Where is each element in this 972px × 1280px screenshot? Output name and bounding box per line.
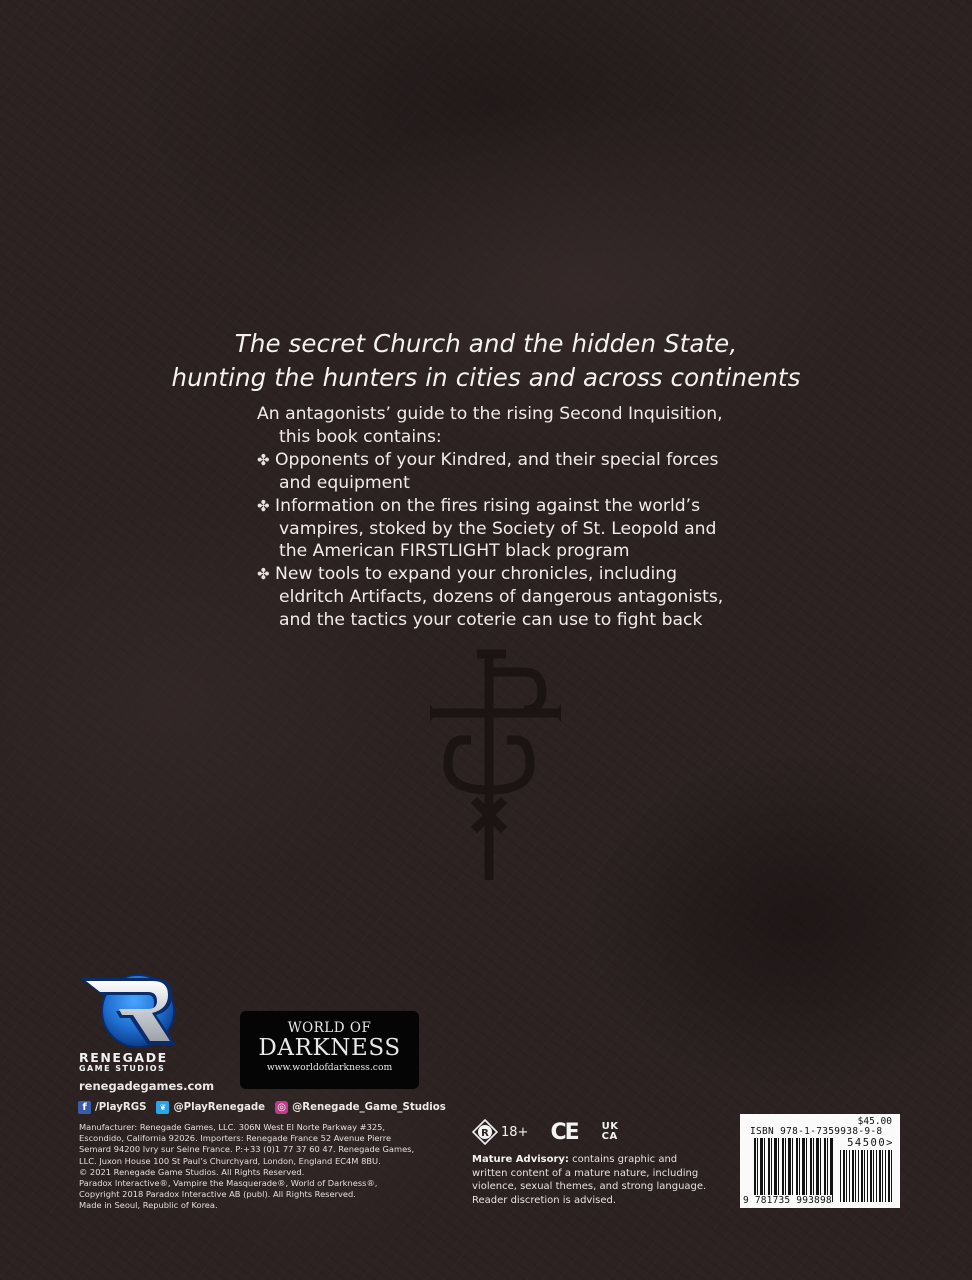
barcode-bars-icon [754,1138,834,1202]
ukca-line-2: CA [601,1131,618,1142]
isbn-barcode [740,1114,900,1208]
legal-copyright: © 2021 Renegade Game Studios. All Rights Reserved. [79,1166,305,1177]
blurb [257,403,727,632]
legal-origin: Made in Seoul, Republic of Korea. [79,1200,218,1211]
age-rating-label: 18+ [501,1124,529,1140]
ce-mark: CE [550,1119,578,1145]
social-links [78,1101,446,1114]
svg-text:R: R [481,1128,489,1139]
wod-line-2: DARKNESS [258,1035,401,1061]
social-facebook[interactable] [78,1101,146,1114]
social-twitter[interactable] [156,1101,265,1114]
wod-line-1: WORLD OF [287,1020,372,1036]
blurb-bullet [257,495,727,564]
publisher-name [79,1052,179,1074]
tagline [0,327,972,395]
legal-manufacturer: Manufacturer: Renegade Games, LLC. 306N West El Norte Parkway #325, Escondido, California 92026. Importers: Renegade France 52 Avenue Pierre Semard 94200 Ivry sur Seine France. P:+33 (0)1 77 37 60 47. Renegade Games, LLC. Juxon House 100 St Paul’s Churchyard, London, England EC4M 8BU. [79,1122,415,1166]
mature-advisory [472,1153,707,1208]
bullet-star-icon: ✤ [257,496,270,515]
tagline-line-1: The secret Church and the hidden State, [234,329,738,358]
legal-trademarks: Paradox Interactive®, Vampire the Masquerade®, World of Darkness®, Copyright 2018 Paradox Interactive AB (publ). All Rights Reserved. [79,1178,378,1200]
twitter-icon: ❦ [156,1101,169,1114]
social-handle: @PlayRenegade [173,1102,266,1113]
legal-text [79,1122,419,1212]
blurb-bullet [257,563,727,632]
publisher-website[interactable]: renegadegames.com [79,1079,215,1093]
blurb-bullet-text: Information on the fires rising against the world’s vampires, stoked by the Society of St. Leopold and the American FIRSTLIGHT black program [275,495,717,562]
barcode-ean: 9 781735 993898 [743,1195,832,1206]
social-instagram[interactable] [275,1101,446,1114]
facebook-icon: f [78,1101,91,1114]
blurb-bullet-text: Opponents of your Kindred, and their special forces and equipment [275,449,719,493]
blurb-bullet-text: New tools to expand your chronicles, including eldritch Artifacts, dozens of dangerous antagonists, and the tactics your coterie can use to fight back [275,564,724,631]
ratings-row [472,1119,619,1145]
ukca-mark [602,1122,619,1142]
advisory-label: Mature Advisory: [472,1154,569,1165]
tagline-line-2: hunting the hunters in cities and across continents [171,363,801,392]
social-handle: @Renegade_Game_Studios [292,1102,446,1113]
blurb-intro: An antagonists’ guide to the rising Second Inquisition, this book contains: [257,404,723,447]
social-handle: /PlayRGS [95,1102,147,1113]
instagram-icon: ◎ [275,1101,288,1114]
wod-url[interactable]: www.worldofdarkness.com [266,1062,393,1073]
publisher-name-line-1: RENEGADE [79,1050,168,1065]
age-rating [472,1119,528,1145]
barcode-addon: 54500> [847,1137,894,1149]
barcode-isbn: ISBN 978-1-7359938-9-8 [750,1126,883,1137]
world-of-darkness-logo [240,1011,419,1089]
blurb-bullet [257,449,727,495]
bullet-star-icon: ✤ [257,565,270,584]
r-diamond-icon [472,1119,498,1145]
barcode-addon-bars-icon [840,1150,894,1202]
advisory-text: contains graphic and written content of a mature nature, including violence, sexual themes, and strong language. Reader discretion is advised. [472,1154,707,1207]
barcode-price: $45.00 [857,1116,892,1127]
bullet-star-icon: ✤ [257,450,270,469]
ukca-line-1: UK [601,1121,619,1132]
inquisition-cross-icon [414,640,564,880]
renegade-r-logo-icon [76,973,186,1051]
publisher-name-line-2: GAME STUDIOS [79,1064,166,1073]
